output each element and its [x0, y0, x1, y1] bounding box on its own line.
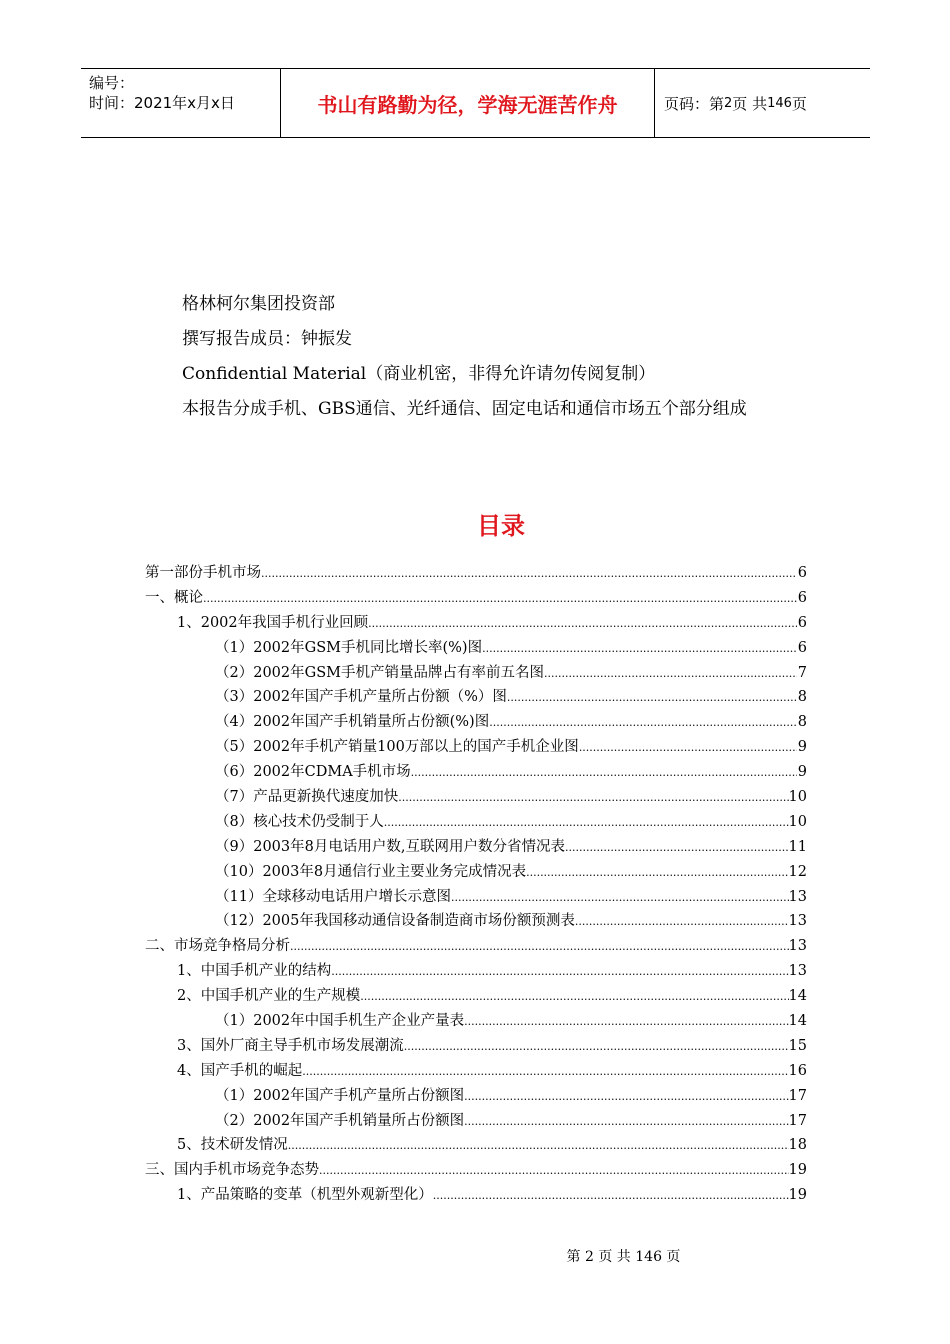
- toc-entry-page: 10: [788, 789, 807, 806]
- toc-leader-dots: [575, 910, 789, 935]
- toc-leader-dots: [203, 587, 797, 612]
- toc-leader-dots: [526, 861, 788, 886]
- toc-entry-title: 1、中国手机产业的结构: [177, 963, 332, 980]
- toc-entry-title: （3）2002年国产手机产量所占份额（%）图: [215, 689, 507, 706]
- toc-entry-page: 6: [797, 639, 807, 656]
- toc-entry-title: 5、技术研发情况: [177, 1137, 288, 1154]
- toc-entry[interactable]: [145, 586, 807, 611]
- toc-entry-title: （1）2002年中国手机生产企业产量表: [215, 1013, 465, 1030]
- toc-entry-title: （5）2002年手机产销量100万部以上的国产手机企业图: [215, 739, 579, 756]
- toc-entry[interactable]: [145, 1009, 807, 1034]
- toc-entry-page: 9: [797, 764, 807, 781]
- toc-entry[interactable]: [145, 885, 807, 910]
- toc-leader-dots: [411, 761, 797, 786]
- toc-leader-dots: [544, 662, 797, 687]
- toc-entry-page: 6: [797, 565, 807, 581]
- toc-entry-page: 8: [797, 714, 807, 731]
- toc-entry-title: （2）2002年国产手机销量所占份额图: [215, 1112, 465, 1129]
- page-mid: 页 共: [732, 94, 768, 113]
- toc-leader-dots: [464, 1110, 788, 1135]
- toc-leader-dots: [507, 686, 797, 711]
- toc-leader-dots: [360, 985, 788, 1010]
- header-page-info: [655, 69, 870, 137]
- intro-department: 格林柯尔集团投资部: [182, 294, 335, 314]
- toc-entry-page: 13: [788, 888, 807, 905]
- toc-entry-page: 10: [788, 813, 807, 830]
- toc-leader-dots: [433, 1184, 789, 1209]
- toc-entry-title: （12）2005年我国移动通信设备制造商市场份额预测表: [215, 913, 575, 930]
- toc-entry-title: 2、中国手机产业的生产规模: [177, 988, 361, 1005]
- toc-leader-dots: [290, 935, 789, 960]
- toc-entry-title: （10）2003年8月通信行业主要业务完成情况表: [215, 863, 527, 880]
- toc-leader-dots: [331, 960, 788, 985]
- page-number: 2: [724, 95, 733, 111]
- toc-entry-page: 13: [788, 938, 807, 955]
- toc-entry[interactable]: [145, 1133, 807, 1158]
- toc-entry[interactable]: [145, 685, 807, 710]
- toc-entry[interactable]: [145, 984, 807, 1009]
- header-motto: 书山有路勤为径，学海无涯苦作舟: [281, 69, 655, 137]
- toc-entry-title: 第一部份手机市场: [145, 565, 261, 581]
- intro-scope: 本报告分成手机、GBS通信、光纤通信、固定电话和通信市场五个部分组成: [182, 399, 747, 419]
- toc-entry-page: 17: [788, 1087, 807, 1104]
- toc-entry-page: 19: [788, 1187, 807, 1204]
- header-table: [81, 68, 870, 138]
- toc-entry-title: 二、市场竞争格局分析: [145, 938, 290, 955]
- toc-entry-page: 7: [797, 664, 807, 681]
- intro-author: 撰写报告成员：钟振发: [182, 329, 352, 349]
- toc-entry-page: 9: [797, 739, 807, 756]
- toc-entry[interactable]: [145, 636, 807, 661]
- toc-entry[interactable]: [145, 1059, 807, 1084]
- toc-leader-dots: [482, 637, 797, 662]
- toc-leader-dots: [319, 1159, 789, 1184]
- intro-confidential: Confidential Material（商业机密，非得允许请勿传阅复制）: [182, 364, 656, 384]
- toc-entry-title: 一、概论: [145, 589, 203, 606]
- toc-entry-page: 8: [797, 689, 807, 706]
- toc-entry-page: 19: [788, 1162, 807, 1179]
- page-total: 146: [767, 95, 792, 111]
- page-suffix: 页: [791, 94, 807, 113]
- toc-entry-page: 6: [797, 614, 807, 631]
- toc-entry-title: （11）全球移动电话用户增长示意图: [215, 888, 451, 905]
- toc-entry[interactable]: [145, 611, 807, 636]
- toc-entry-title: （9）2003年8月电话用户数,互联网用户数分省情况表: [215, 838, 565, 855]
- toc-entry[interactable]: [145, 835, 807, 860]
- date-label: 时间：2021年x月x日: [89, 94, 235, 112]
- toc-leader-dots: [565, 836, 789, 861]
- toc-entry-title: （1）2002年GSM手机同比增长率(%)图: [215, 639, 483, 656]
- toc-entry-title: （2）2002年GSM手机产销量品牌占有率前五名图: [215, 664, 544, 681]
- toc-entry-title: 1、2002年我国手机行业回顾: [177, 614, 369, 631]
- toc-entry-title: 3、国外厂商主导手机市场发展潮流: [177, 1037, 404, 1054]
- toc-entry-page: 11: [788, 838, 807, 855]
- toc-entry[interactable]: [145, 909, 807, 934]
- toc-leader-dots: [489, 711, 797, 736]
- toc-entry[interactable]: [145, 810, 807, 835]
- number-label: 编号：: [89, 74, 135, 92]
- toc-entry[interactable]: [145, 934, 807, 959]
- toc-entry[interactable]: [145, 561, 807, 586]
- toc-entry-title: （8）核心技术仍受制于人: [215, 813, 384, 830]
- toc-leader-dots: [404, 1035, 789, 1060]
- toc-entry-title: （4）2002年国产手机销量所占份额(%)图: [215, 714, 490, 731]
- toc-entry[interactable]: [145, 959, 807, 984]
- toc-entry-title: 4、国产手机的崛起: [177, 1062, 303, 1079]
- toc-leader-dots: [464, 1010, 788, 1035]
- header-meta: [81, 69, 281, 137]
- toc-leader-dots: [261, 562, 797, 587]
- toc-entry-page: 17: [788, 1112, 807, 1129]
- toc-entry-page: 15: [788, 1037, 807, 1054]
- toc-entry-title: 三、国内手机市场竞争态势: [145, 1162, 319, 1179]
- toc-entry[interactable]: [145, 860, 807, 885]
- toc-leader-dots: [451, 886, 789, 911]
- toc-leader-dots: [384, 811, 789, 836]
- intro-block: [182, 287, 747, 427]
- toc-leader-dots: [464, 1085, 788, 1110]
- toc-entry-page: 16: [788, 1062, 807, 1079]
- toc-entry-title: （1）2002年国产手机产量所占份额图: [215, 1087, 465, 1104]
- toc-entry-title: （7）产品更新换代速度加快: [215, 789, 399, 806]
- toc-entry-page: 14: [788, 1013, 807, 1030]
- toc-leader-dots: [288, 1134, 789, 1159]
- toc-entry-page: 6: [797, 589, 807, 606]
- toc-entry[interactable]: [145, 735, 807, 760]
- toc-leader-dots: [302, 1060, 788, 1085]
- toc-entry[interactable]: [145, 1109, 807, 1134]
- toc-leader-dots: [398, 786, 788, 811]
- toc-entry[interactable]: [145, 710, 807, 735]
- toc-entry[interactable]: [145, 785, 807, 810]
- toc-title: 目录: [477, 512, 525, 540]
- toc-leader-dots: [579, 736, 797, 761]
- toc-entry[interactable]: [145, 1084, 807, 1109]
- toc-entry-page: 13: [788, 913, 807, 930]
- toc-entry[interactable]: [145, 1183, 807, 1208]
- toc-entry-title: （6）2002年CDMA手机市场: [215, 764, 411, 781]
- toc-entry[interactable]: [145, 661, 807, 686]
- toc-entry-page: 13: [788, 963, 807, 980]
- toc-entry-page: 14: [788, 988, 807, 1005]
- toc-entry[interactable]: [145, 1158, 807, 1183]
- toc-entry-title: 1、产品策略的变革（机型外观新型化）: [177, 1187, 433, 1204]
- page-prefix: 页码：第: [664, 94, 725, 113]
- toc-entry[interactable]: [145, 760, 807, 785]
- toc-entry-page: 12: [788, 863, 807, 880]
- toc-entry[interactable]: [145, 1034, 807, 1059]
- toc-entry-page: 18: [788, 1137, 807, 1154]
- page-footer: 第 2 页 共 146 页: [566, 1249, 681, 1265]
- toc-leader-dots: [368, 612, 797, 637]
- table-of-contents: [145, 561, 807, 1208]
